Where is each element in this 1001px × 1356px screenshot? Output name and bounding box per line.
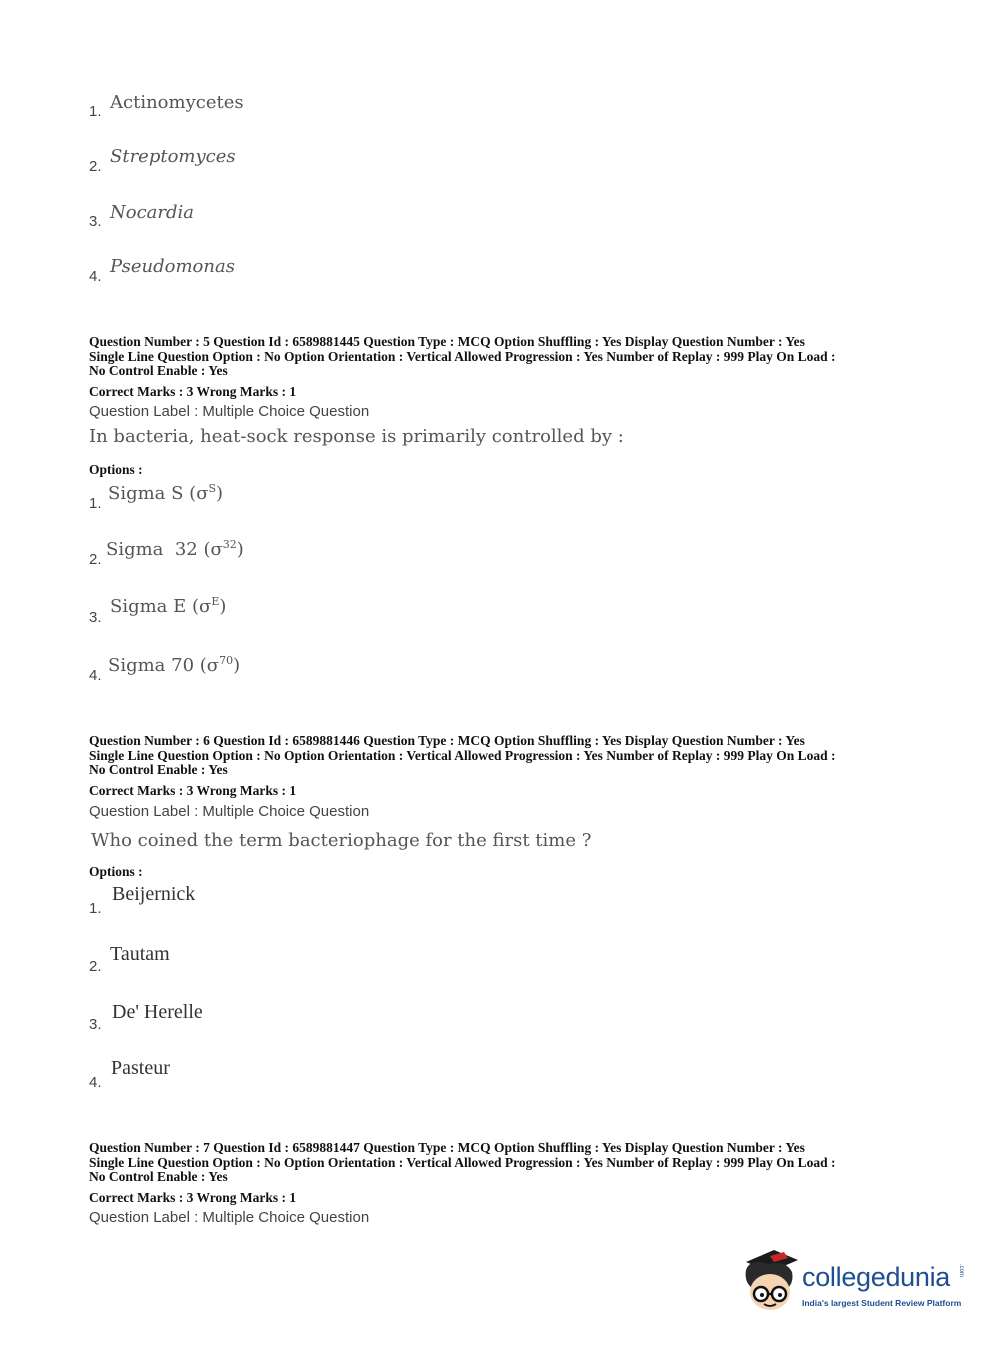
question-marks: Correct Marks : 3 Wrong Marks : 1 <box>89 783 297 798</box>
meta-line: Single Line Question Option : No Option Orientation : Vertical Allowed Progression : Yes Number of Replay : 999 Play On Load : <box>89 1154 836 1170</box>
question-label: Question Label : Multiple Choice Question <box>89 803 370 820</box>
meta-line: No Control Enable : Yes <box>89 1169 228 1184</box>
option-text: Beijernick <box>112 883 196 905</box>
question-meta <box>89 335 919 379</box>
mascot-icon <box>740 1248 800 1316</box>
option-number: 3. <box>89 609 102 626</box>
option-number: 4. <box>89 1074 102 1091</box>
question-marks: Correct Marks : 3 Wrong Marks : 1 <box>89 1190 297 1205</box>
logo-wordmark: collegedunia <box>802 1262 951 1292</box>
option-number: 2. <box>89 958 102 975</box>
question-label: Question Label : Multiple Choice Question <box>89 1209 370 1226</box>
option-text: Pasteur <box>111 1057 170 1079</box>
logo-tagline: India's largest Student Review Platform <box>802 1298 962 1308</box>
option-text: De' Herelle <box>112 1001 203 1023</box>
option-number: 2. <box>89 551 102 568</box>
meta-line: Question Number : 7 Question Id : 6589881447 Question Type : MCQ Option Shuffling : Yes Display Question Number : Yes <box>89 1140 805 1155</box>
option-text: Actinomycetes <box>110 92 244 113</box>
option-number: 3. <box>89 213 102 230</box>
option-number: 4. <box>89 268 102 285</box>
option-text: Sigma 70 $(\sigma^{70})$ <box>108 654 241 676</box>
meta-line: No Control Enable : Yes <box>89 762 228 777</box>
option-number: 1. <box>89 103 102 120</box>
logo-domain: .com <box>958 1264 964 1278</box>
options-label: Options : <box>89 864 143 879</box>
question-text: In bacteria, heat-sock response is primarily controlled by : <box>89 426 624 447</box>
option-text: Sigma 32 $(\sigma^{32})$ <box>106 538 244 560</box>
option-text: Tautam <box>110 943 170 965</box>
meta-line: Question Number : 5 Question Id : 6589881445 Question Type : MCQ Option Shuffling : Yes Display Question Number : Yes <box>89 334 805 349</box>
question-meta <box>89 1141 919 1185</box>
option-number: 4. <box>89 667 102 684</box>
option-text: Pseudomonas <box>110 256 235 277</box>
option-text: Nocardia <box>110 202 195 223</box>
option-text: Sigma E $(\sigma^E)$ <box>110 595 227 617</box>
meta-line: Single Line Question Option : No Option Orientation : Vertical Allowed Progression : Yes Number of Replay : 999 Play On Load : <box>89 348 836 364</box>
option-number: 1. <box>89 495 102 512</box>
meta-line: Question Number : 6 Question Id : 6589881446 Question Type : MCQ Option Shuffling : Yes Display Question Number : Yes <box>89 733 805 748</box>
option-number: 3. <box>89 1016 102 1033</box>
question-text: Who coined the term bacteriophage for the first time ? <box>91 830 592 851</box>
question-label: Question Label : Multiple Choice Question <box>89 403 370 420</box>
meta-line: No Control Enable : Yes <box>89 363 228 378</box>
options-label: Options : <box>89 462 143 477</box>
meta-line: Single Line Question Option : No Option Orientation : Vertical Allowed Progression : Yes Number of Replay : 999 Play On Load : <box>89 747 836 763</box>
option-number: 1. <box>89 900 102 917</box>
question-marks: Correct Marks : 3 Wrong Marks : 1 <box>89 384 297 399</box>
question-meta <box>89 734 919 778</box>
collegedunia-logo <box>740 1248 970 1318</box>
option-text: Streptomyces <box>110 146 236 167</box>
option-text: Sigma S $(\sigma^S)$ <box>108 482 224 504</box>
option-number: 2. <box>89 158 102 175</box>
